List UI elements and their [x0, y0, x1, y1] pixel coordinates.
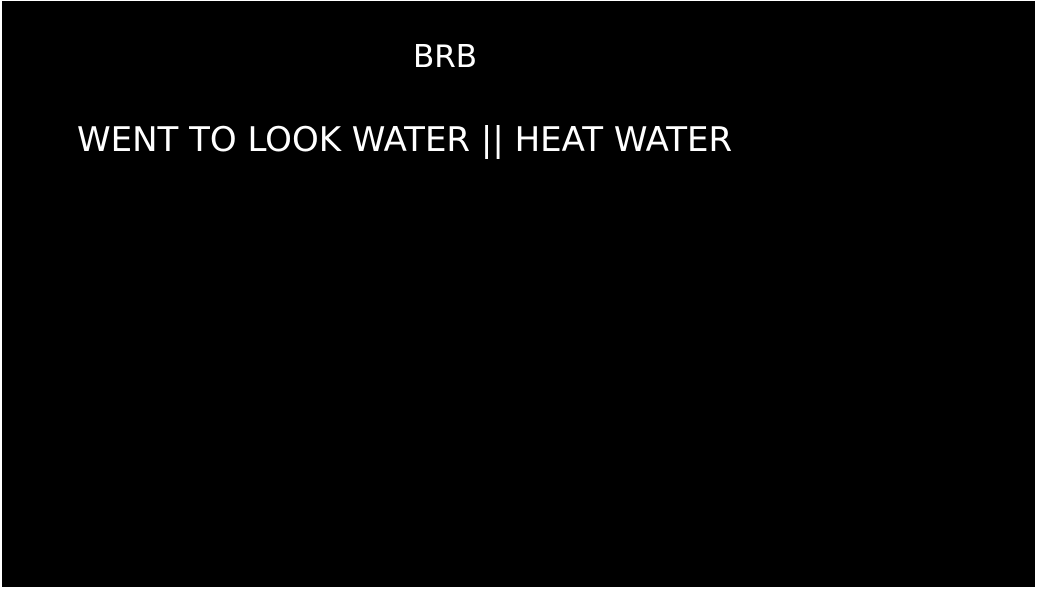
- brb-screen: [2, 1, 1035, 587]
- screen-title: BRB: [413, 39, 478, 75]
- away-message: WENT TO LOOK WATER || HEAT WATER: [77, 120, 733, 160]
